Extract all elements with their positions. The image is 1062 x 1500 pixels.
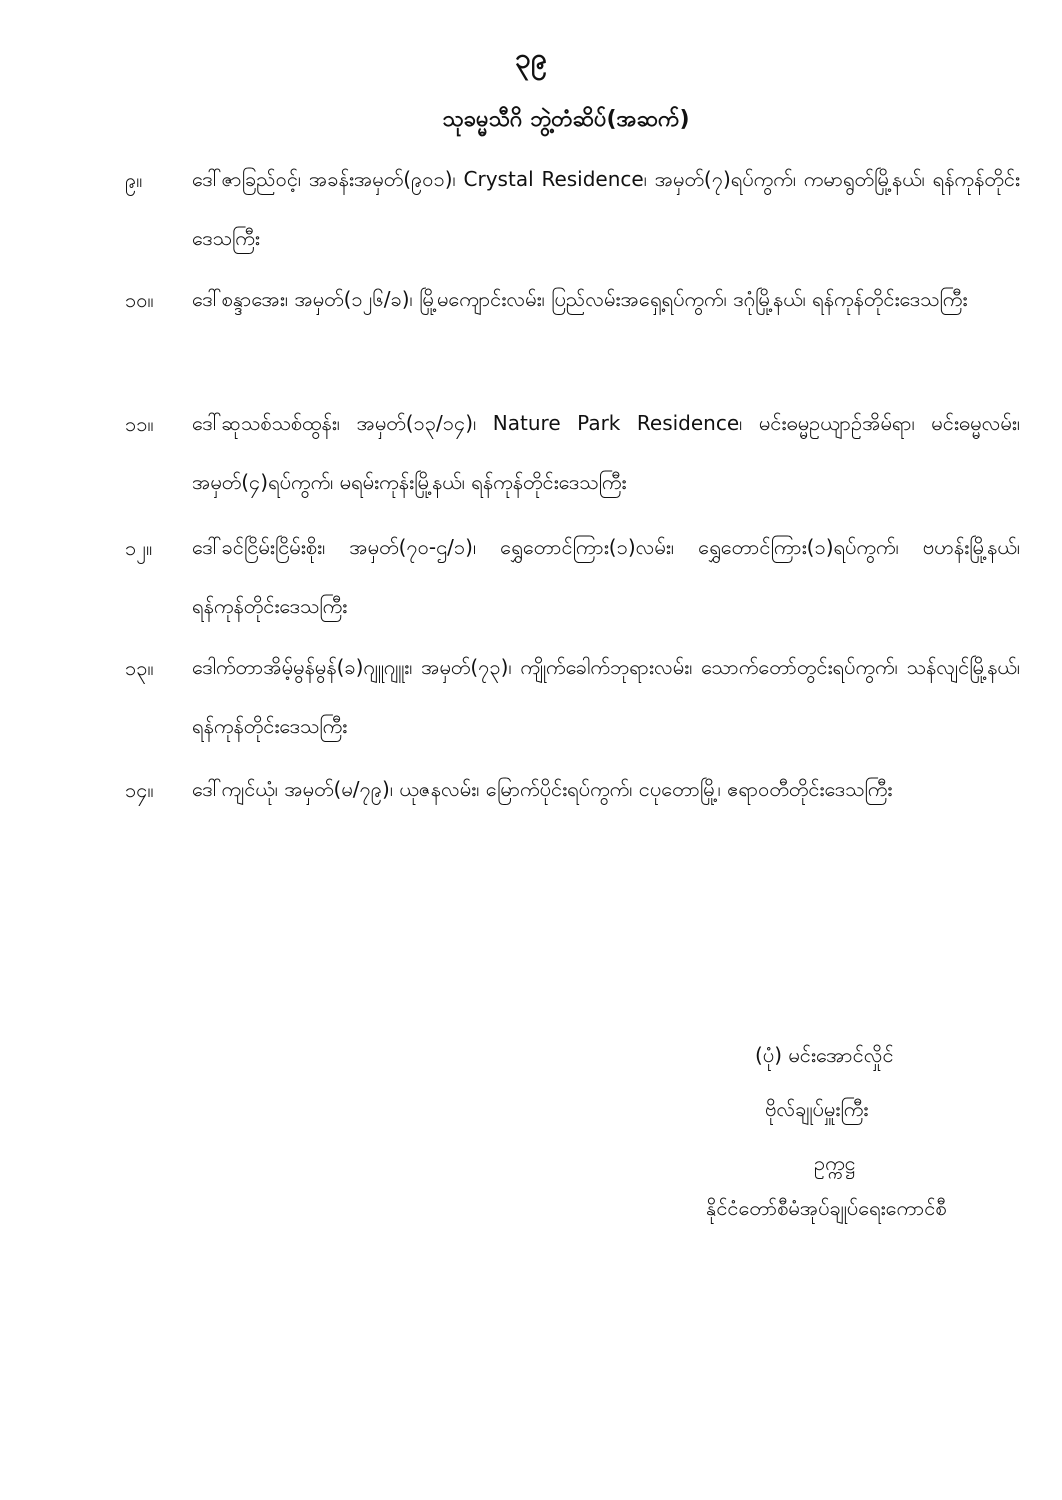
- signatory-rank: ဗိုလ်ချုပ်မှူးကြီး: [765, 1097, 869, 1121]
- item-text: ဒေါ်ခင်ငြိမ်းငြိမ်းစိုး၊ အမှတ်(၇၀-ဌ/၁)၊ ရွှေတောင်ကြား(၁)လမ်း၊ ရွှေတောင်ကြား(၁)ရပ်ကွက်၊ ဗဟန်းမြို့နယ်၊ ရန်ကုန်တိုင်းဒေသကြီး: [192, 535, 1020, 618]
- item-number: ၁၁။: [125, 412, 154, 436]
- item-number: ၁၀။: [125, 288, 154, 312]
- signatory-name: (ပုံ) မင်းအောင်လှိုင်: [755, 1043, 894, 1067]
- item-text: ဒေါ်ကျင်ယုံ၊ အမှတ်(မ/၇၉)၊ ယုဇနလမ်း၊ မြောက်ပိုင်းရပ်ကွက်၊ ငပုတောမြို့၊ ဧရာဝတီတိုင်းဒေသကြီး: [192, 777, 893, 801]
- page-title: သုခမ္မသီဂိ ဘွဲ့တံဆိပ်(အဆက်): [442, 107, 690, 132]
- item-text: ဒေါ်စန္ဒာအေး၊ အမှတ်(၁၂၆/ခ)၊ မြို့မကျောင်းလမ်း၊ ပြည်လမ်းအရှေ့ရပ်ကွက်၊ ဒဂုံမြို့နယ်၊ ရန်ကုန်တိုင်းဒေသကြီး: [192, 287, 968, 311]
- item-text: ဒေါ်ဇာခြည်ဝင့်၊ အခန်းအမှတ်(၉၀၁)၊ Crystal Residence၊ အမှတ်(၇)ရပ်ကွက်၊ ကမာရွတ်မြို့နယ်၊ ရန်ကုန်တိုင်းဒေသကြီး: [192, 167, 1020, 250]
- item-number: ၁၂။: [125, 536, 153, 560]
- item-text: ဒေါက်တာအိမ့်မွန်မွန်(ခ)ဂျူဂျူး၊ အမှတ်(၇၃)၊ ကျိုက်ခေါက်ဘုရားလမ်း၊ သောက်တော်တွင်းရပ်ကွက်၊ သန်လျင်မြို့နယ်၊ ရန်ကုန်တိုင်းဒေသကြီး: [192, 655, 1020, 738]
- item-number: ၉။: [125, 168, 143, 192]
- signatory-position: ဥက္ကဋ္ဌ: [814, 1151, 856, 1175]
- signatory-organization: နိုင်ငံတော်စီမံအုပ်ချုပ်ရေးကောင်စီ: [706, 1196, 947, 1220]
- item-number: ၁၃။: [125, 656, 154, 680]
- item-number: ၁၄။: [125, 778, 154, 802]
- item-text: ဒေါ်ဆုသစ်သစ်ထွန်း၊ အမှတ်(၁၃/၁၄)၊ Nature Park Residence၊ မင်းဓမ္မဥယျာဉ်အိမ်ရာ၊ မင်းဓမ္မလမ်း၊ အမှတ်(၄)ရပ်ကွက်၊ မရမ်းကုန်းမြို့နယ်၊ ရန်ကုန်တိုင်းဒေသကြီး: [192, 411, 1020, 494]
- page-number: ၃၉: [515, 42, 547, 75]
